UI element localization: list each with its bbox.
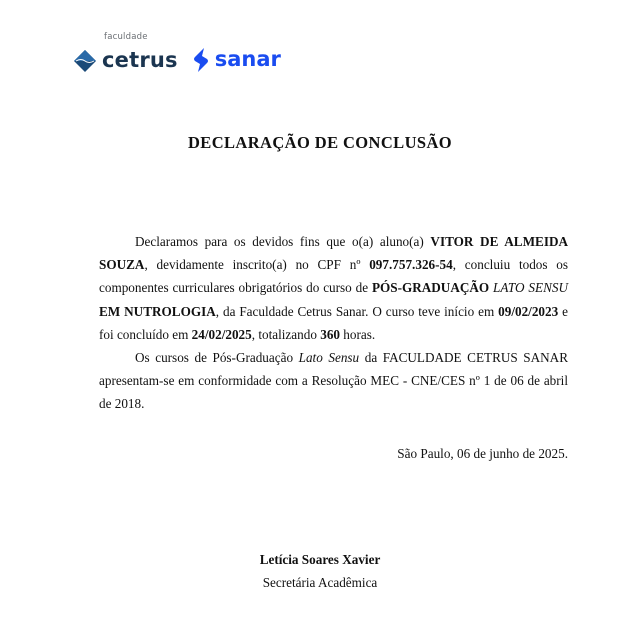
start-date: 09/02/2023 — [498, 303, 559, 319]
declaration-paragraph — [99, 230, 568, 346]
sanar-wordmark: sanar — [214, 47, 281, 71]
header-logos — [74, 30, 281, 76]
compliance-paragraph — [99, 346, 568, 416]
cetrus-logo — [74, 30, 178, 76]
text: horas. — [340, 326, 376, 342]
cpf-number: 097.757.326-54 — [369, 257, 453, 273]
signatory-role: Secretária Acadêmica — [262, 575, 378, 590]
text: da FACULDADE CETRUS SANAR apresentam-se em conformidade com a Resolução MEC - CNE/CES nº 1 de 06 de abril de 2018. — [99, 350, 569, 412]
cetrus-wordmark: cetrus — [102, 48, 178, 72]
document-title: DECLARAÇÃO DE CONCLUSÃO — [187, 133, 453, 152]
end-date: 24/02/2025 — [191, 326, 252, 342]
cetrus-faculdade-label: faculdade — [104, 32, 148, 42]
document-body — [99, 230, 568, 416]
place-date: São Paulo, 06 de junho de 2025. — [397, 446, 568, 461]
sanar-s-icon — [192, 47, 210, 73]
diamond-icon — [74, 50, 96, 72]
course-prefix: PÓS-GRADUAÇÃO — [371, 280, 494, 296]
lato-sensu-italic: Lato Sensu — [298, 350, 360, 366]
text: , devidamente inscrito(a) no CPF nº — [144, 257, 370, 273]
student-name: VITOR DE ALMEIDA SOUZA — [99, 234, 569, 273]
text: Declaramos para os devidos fins que o(a) aluno(a) — [135, 234, 431, 249]
course-suffix: EM NUTROLOGIA — [99, 303, 216, 319]
text: , totalizando — [251, 326, 321, 342]
signature-block — [0, 548, 640, 594]
text: , concluiu todos os componentes curriculares obrigatórios do curso de — [99, 257, 568, 296]
total-hours: 360 — [320, 326, 340, 342]
course-italic: LATO SENSU — [493, 280, 568, 296]
text: , da Faculdade Cetrus Sanar. O curso teve início em — [215, 303, 499, 319]
signatory-name: Letícia Soares Xavier — [259, 552, 381, 567]
text: Os cursos de Pós-Graduação — [135, 350, 299, 366]
sanar-logo — [192, 30, 281, 76]
text: e foi concluído em — [99, 303, 568, 342]
